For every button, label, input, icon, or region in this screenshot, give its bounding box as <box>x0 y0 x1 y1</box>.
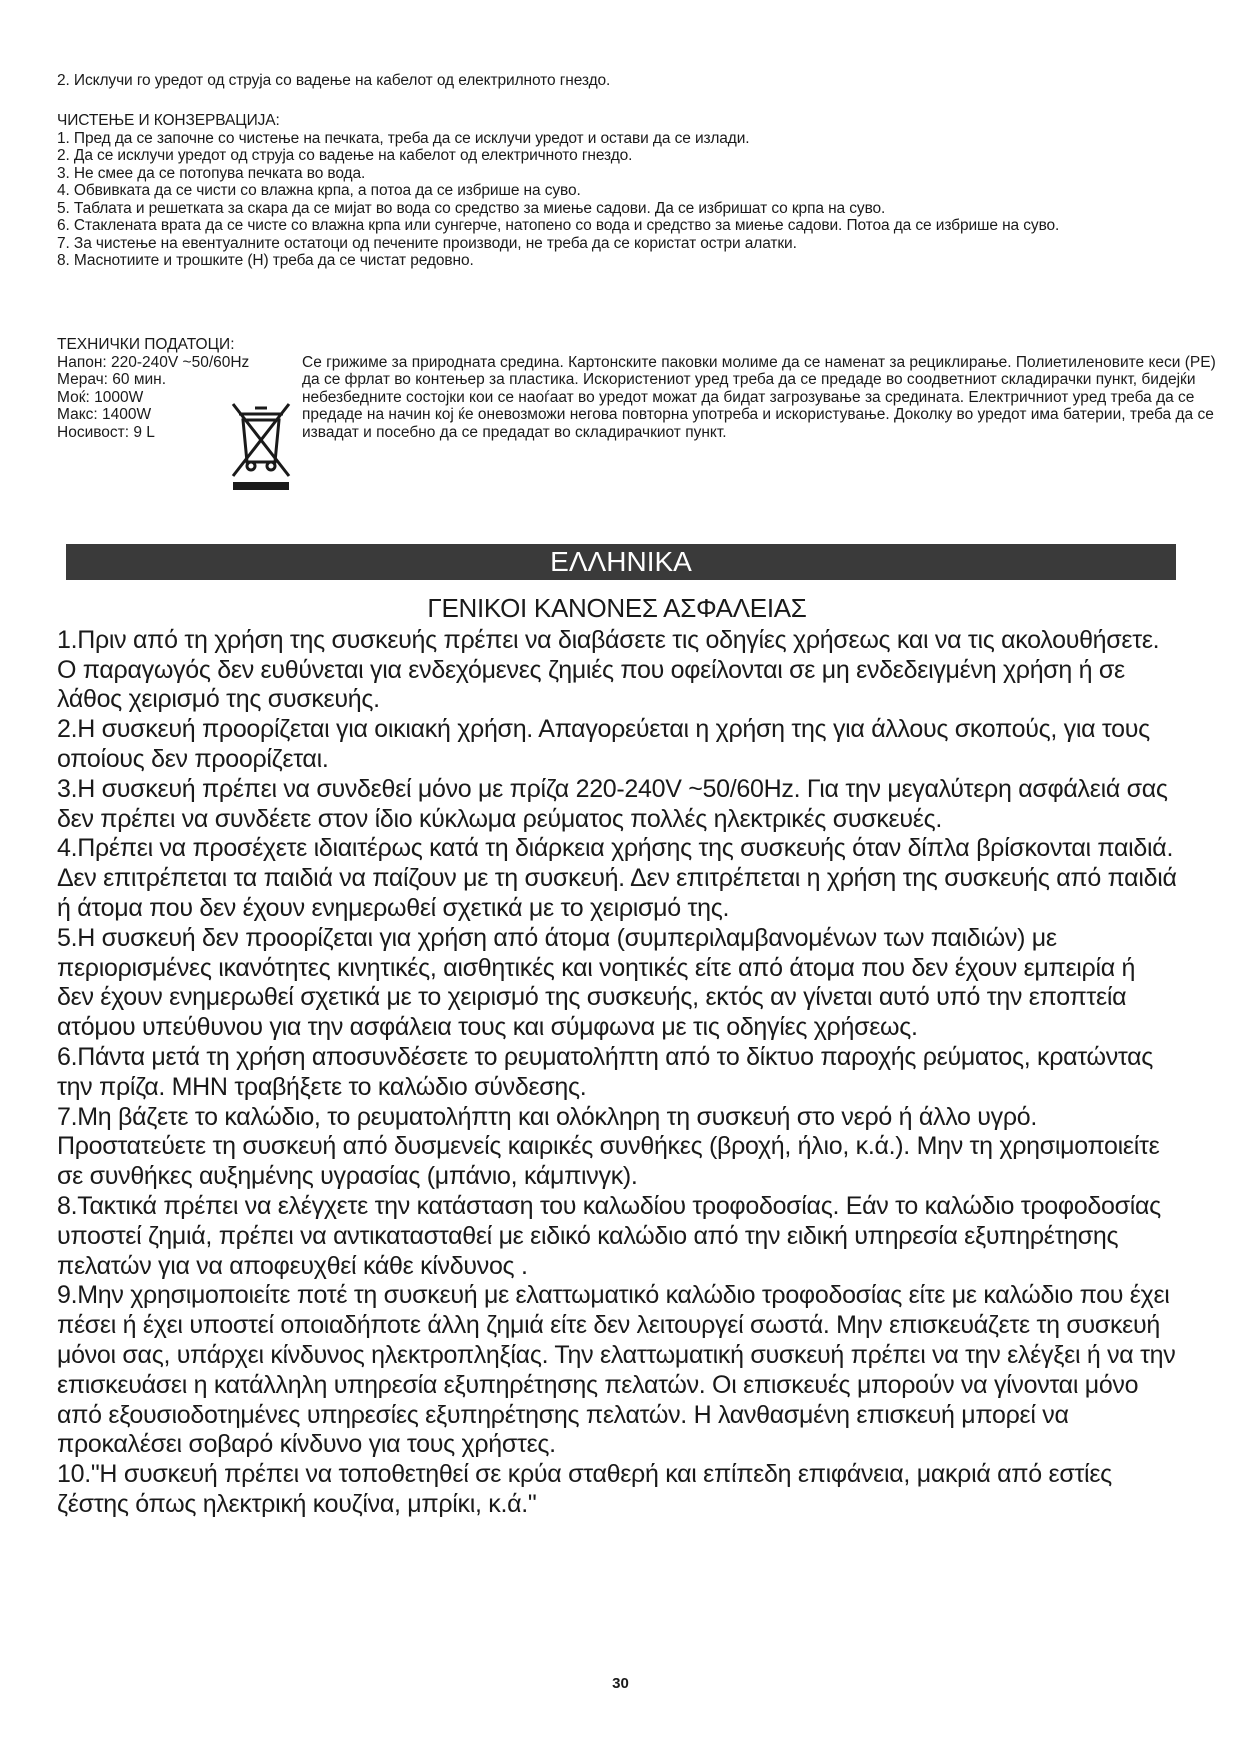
technical-title: ТЕХНИЧКИ ПОДАТОЦИ: <box>57 336 235 353</box>
spec-capacity: Носивост: 9 L <box>57 423 155 441</box>
unplug-instruction: 2. Исклучи го уредот од струја со вадење на кабелот од електрилното гнездо. <box>57 72 611 89</box>
safety-rule: 6.Πάντα μετά τη χρήση αποσυνδέσετε το ρευματολήπτη από το δίκτυο παροχής ρεύματος, κρατώντας την πρίζα. ΜΗΝ τραβήξετε το καλώδιο σύνδεσης. <box>57 1042 1154 1101</box>
cleaning-item: 3. Не смее да се потопува печката во вода. <box>57 164 366 182</box>
spec-max-power: Макс: 1400W <box>57 406 152 423</box>
technical-section <box>57 336 1216 506</box>
greek-safety-section <box>57 594 1177 1520</box>
safety-rule: 7.Μη βάζετε το καλώδιο, το ρευματολήπτη και ολόκληρη τη συσκευή στο νερό ή άλλο υγρό. Προστατεύετε τη συσκευή από δυσμενείς καιρικές συνθήκες (βροχή, ήλιο, κ.ά.). Μην τη χρησιμοποιείτε σε συνθήκες αυξημένης υγρασίας (μπάνιο, κάμπινγκ). <box>57 1102 1160 1191</box>
cleaning-section <box>57 112 1177 270</box>
page-number: 30 <box>612 1675 629 1692</box>
safety-rule: 2.Η συσκευή προορίζεται για οικιακή χρήση. Απαγορεύεται η χρήση της για άλλους σκοπούς, για τους οποίους δεν προορίζεται. <box>57 715 1150 773</box>
cleaning-item: 8. Маснотиите и трошките (H) треба да се чистат редовно. <box>57 252 474 269</box>
spec-power: Моќ: 1000W <box>57 388 144 406</box>
cleaning-title: ЧИСТЕЊЕ И КОНЗЕРВАЦИЈА: <box>57 112 280 129</box>
cleaning-item: 5. Таблата и решетката за скара да се мијат во вода со средство за миење садови. Да се избришат со крпа на суво. <box>57 199 886 217</box>
cleaning-item: 1. Пред да се започне со чистење на печката, треба да се исклучи уредот и остави да се излади. <box>57 129 750 147</box>
safety-rule: 8.Τακτικά πρέπει να ελέγχετε την κατάσταση του καλωδίου τροφοδοσίας. Εάν το καλώδιο τροφοδοσίας υποστεί ζημιά, πρέπει να αντικατασταθεί με ειδικό καλώδιο από την ειδική υπηρεσία εξυπηρέτησης πελατών για να αποφευχθεί κάθε κίνδυνος . <box>57 1191 1161 1280</box>
cleaning-item: 6. Стаклената врата да се чисте со влажна крпа или сунгерче, натопено со вода и средство за миење садови. Потоа да се избрише на суво. <box>57 217 1060 234</box>
spec-timer: Мерач: 60 мин. <box>57 371 167 388</box>
safety-rule: 1.Πριν από τη χρήση της συσκευής πρέπει να διαβάσετε τις οδηγίες χρήσεως και να τις ακολουθήσετε. Ο παραγωγός δεν ευθύνεται για ενδεχόμενες ζημιές που οφείλονται σε μη ενδεδειγμένη χρήση ή σε λάθος χειρισμό της συσκευής. <box>57 625 1160 714</box>
cleaning-item: 7. За чистење на евентуалните остатоци од печените производи, не треба да се користат остри алатки. <box>57 234 797 252</box>
crossed-out-wheelie-bin-icon <box>229 396 293 492</box>
eco-disposal-text: Се грижиме за природната средина. Картонските паковки молиме да се наменат за рециклирање. Полиетиленовите кеси (PE) да се фрлат во контењер за пластика. Искористениот уред треба да се предаде во соодветниот складирачки пункт, бидејќи небезбедните состојки кои се наоѓаат во уредот можат да бидат загрозување за средината. Електричниот уред треба да се предаде на начин кој ќе оневозможи негова повторна употреба и искористување. Доколку во уредот има батерии, треба да се извадат и посебно да се предадат во складирачкиот пункт. <box>302 353 1216 441</box>
safety-rule: 3.Η συσκευή πρέπει να συνδεθεί μόνο με πρίζα 220-240V ~50/60Hz. Για την μεγαλύτερη ασφάλειά σας δεν πρέπει να συνδέετε στον ίδιο κύκλωμα ρεύματος πολλές ηλεκτρικές συσκευές. <box>57 774 1168 833</box>
greek-safety-title: ΓΕΝΙΚΟΙ ΚΑΝΟΝΕΣ ΑΣΦΑΛΕΙΑΣ <box>427 593 807 623</box>
spec-voltage: Напон: 220-240V ~50/60Hz <box>57 353 250 371</box>
cleaning-item: 2. Да се исклучи уредот од струја со вадење на кабелот од електричното гнездо. <box>57 147 633 164</box>
safety-rule: 10."Η συσκευή πρέπει να τοποθετηθεί σε κρύα σταθερή και επίπεδη επιφάνεια, μακριά από εστίες ζέστης όπως ηλεκτρική κουζίνα, μπρίκι, κ.ά." <box>57 1460 1112 1518</box>
language-banner-greek: ΕΛΛΗΝΙΚΑ <box>66 544 1176 580</box>
cleaning-item: 4. Обвивката да се чисти со влажна крпа, а потоа да се избрише на суво. <box>57 182 581 199</box>
safety-rule: 4.Πρέπει να προσέχετε ιδιαιτέρως κατά τη διάρκεια χρήσης της συσκευής όταν δίπλα βρίσκονται παιδιά. Δεν επιτρέπεται τα παιδιά να παίζουν με τη συσκευή. Δεν επιτρέπεται η χρήση της συσκευής από παιδιά ή άτομα που δεν έχουν ενημερωθεί σχετικά με το χειρισμό της. <box>57 834 1177 922</box>
safety-rule: 9.Μην χρησιμοποιείτε ποτέ τη συσκευή με ελαττωματικό καλώδιο τροφοδοσίας είτε με καλώδιο που έχει πέσει ή έχει υποστεί οποιαδήποτε άλλη ζημιά είτε δεν λειτουργεί σωστά. Μην επισκευάζετε τη συσκευή μόνοι σας, υπάρχει κίνδυνος ηλεκτροπληξίας. Την ελαττωματική συσκευή πρέπει να την ελέγξει ή να την επισκευάσει η κατάλληλη υπηρεσία εξυπηρέτησης πελατών. Οι επισκευές μπορούν να γίνονται μόνο από εξουσιοδοτημένες υπηρεσίες εξυπηρέτησης πελατών. Η λανθασμένη επισκευή μπορεί να προκαλέσει σοβαρό κίνδυνο για τους χρήστες. <box>57 1281 1176 1459</box>
safety-rule: 5.Η συσκευή δεν προορίζεται για χρήση από άτομα (συμπεριλαμβανομένων των παιδιών) με περιορισμένες ικανότητες κινητικές, αισθητικές και νοητικές είτε από άτομα που δεν έχουν εμπειρία ή δεν έχουν ενημερωθεί σχετικά με το χειρισμό της συσκευής, εκτός αν γίνεται αυτό υπό την εποπτεία ατόμου υπεύθυνου για την ασφάλεια τους και σύμφωνα με τις οδηγίες χρήσεως. <box>57 923 1136 1042</box>
